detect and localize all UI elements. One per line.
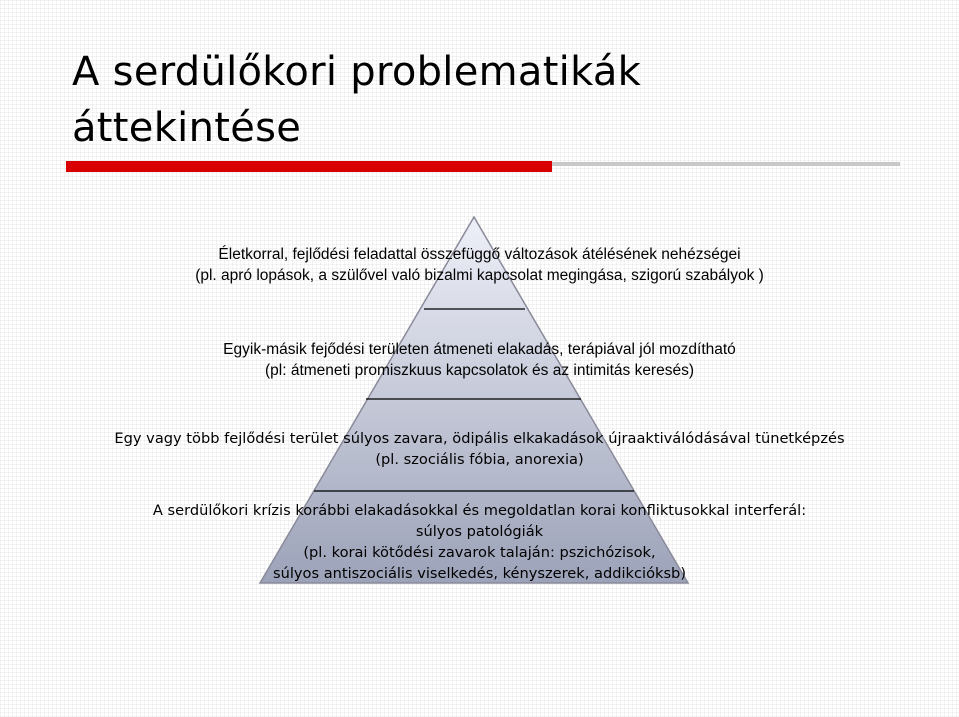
- pyramid-level-3-line-2: (pl. szociális fóbia, anorexia): [375, 451, 584, 468]
- slide-title-line-2: áttekintése: [72, 105, 302, 151]
- pyramid-level-2-line-2: (pl: átmeneti promiszkuus kapcsolatok és az intimitás keresés): [265, 362, 694, 379]
- pyramid-level-3-line-1: Egy vagy több fejlődési terület súlyos zavara, ödipális elkakadások újraaktiválódásával tünetképzés: [114, 430, 845, 447]
- pyramid-level-1-text: [0, 244, 959, 286]
- pyramid-level-2-line-1: Egyik-másik fejődési területen átmeneti elakadás, terápiával jól mozdítható: [223, 341, 736, 358]
- pyramid-level-4-line-4: súlyos antiszociális viselkedés, kényszerek, addikcióksb): [272, 565, 687, 582]
- slide-title-line-1: A serdülőkori problematikák: [72, 49, 642, 95]
- pyramid-level-4-line-3: (pl. korai kötődési zavarok talaján: pszichózisok,: [303, 544, 656, 561]
- pyramid-level-3-text: [0, 428, 959, 470]
- pyramid-level-4-line-2: súlyos patológiák: [415, 523, 544, 540]
- pyramid-level-2-text: [0, 339, 959, 381]
- pyramid-level-4-line-1: A serdülőkori krízis korábbi elakadásokkal és megoldatlan korai konfliktusokkal interferál:: [152, 502, 807, 519]
- pyramid-level-1-line-2: (pl. apró lopások, a szülővel való bizalmi kapcsolat megingása, szigorú szabályok ): [195, 267, 764, 284]
- pyramid-level-4-text: [0, 500, 959, 584]
- pyramid-level-1-line-1: Életkorral, fejlődési feladattal összefüggő változások átélésének nehézségei: [218, 246, 741, 263]
